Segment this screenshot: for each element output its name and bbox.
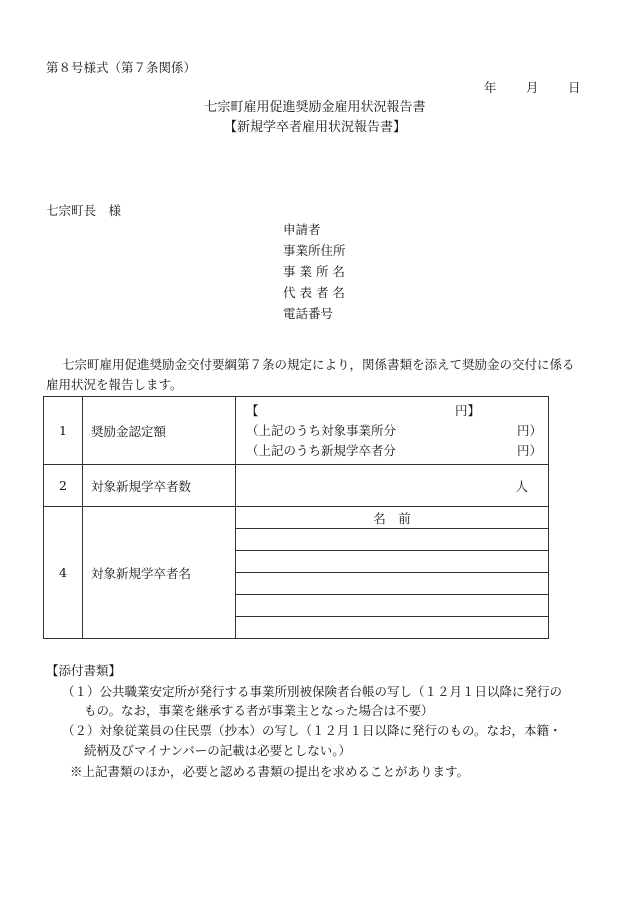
form-number: 第８号様式（第７条関係） xyxy=(46,60,197,75)
applicant-heading: 申請者 xyxy=(283,222,321,237)
name-entry-4[interactable] xyxy=(236,595,548,617)
attachment-item-1: （１）公共職業安定所が発行する事業所別被保険者台帳の写し（１２月１日以降に発行の xyxy=(62,684,563,699)
date-day: 日 xyxy=(568,80,581,95)
amount-graduate-line xyxy=(246,441,548,461)
attachments-note: ※上記書類のほか，必要と認める書類の提出を求めることがあります。 xyxy=(70,764,470,779)
graduate-count-cell[interactable] xyxy=(236,465,549,507)
name-header: 名 前 xyxy=(236,507,548,529)
date-line xyxy=(484,80,581,95)
amount-graduate-label: （上記のうち新規学卒者分 xyxy=(246,442,397,458)
award-amount-cell[interactable] xyxy=(236,397,549,465)
date-month: 月 xyxy=(526,80,539,95)
row-graduate-names xyxy=(44,507,549,639)
applicant-name-label: 事 業 所 名 xyxy=(283,264,345,279)
attachment-item-1-cont: もの。なお，事業を継承する者が事業主となった場合は不要） xyxy=(84,703,434,718)
row-award-amount xyxy=(44,397,549,465)
attachment-item-2-cont: 続柄及びマイナンバーの記載は必要としない。） xyxy=(84,743,352,758)
name-entry-1[interactable] xyxy=(236,529,548,551)
row-label: 対象新規学卒者数 xyxy=(83,465,236,507)
names-grid xyxy=(236,507,548,638)
row-number: 1 xyxy=(44,397,83,465)
body-text: 七宗町雇用促進奨励金交付要綱第７条の規定により，関係書類を添えて奨励金の交付に係る雇用状況を報告します。 xyxy=(46,357,575,392)
applicant-address-label: 事業所住所 xyxy=(283,243,346,258)
name-entry-2[interactable] xyxy=(236,551,548,573)
row-number: 2 xyxy=(44,465,83,507)
applicant-phone-label: 電話番号 xyxy=(283,306,334,321)
amount-total-line xyxy=(246,401,548,421)
amount-establishment-line xyxy=(246,421,548,441)
name-entry-3[interactable] xyxy=(236,573,548,595)
row-label: 奨励金認定額 xyxy=(83,397,236,465)
date-year: 年 xyxy=(484,80,497,95)
name-entry-5[interactable] xyxy=(236,617,548,639)
row-label: 対象新規学卒者名 xyxy=(83,507,236,639)
document-title: 七宗町雇用促進奨励金雇用状況報告書 xyxy=(204,100,426,115)
addressee: 七宗町長 様 xyxy=(46,203,122,218)
row-graduate-count xyxy=(44,465,549,507)
amount-graduate-unit: 円） xyxy=(516,442,542,458)
attachment-item-2: （２）対象従業員の住民票（抄本）の写し（１２月１日以降に発行のもの。なお，本籍・ xyxy=(62,723,562,738)
document-subtitle: 【新規学卒者雇用状況報告書】 xyxy=(223,120,406,135)
amount-establishment-unit: 円） xyxy=(516,422,542,438)
graduate-names-cell xyxy=(236,507,549,639)
bracket-open: 【 xyxy=(246,402,259,418)
attachments-heading: 【添付書類】 xyxy=(46,663,122,678)
amount-total-unit: 円】 xyxy=(454,402,480,418)
count-unit: 人 xyxy=(515,478,528,494)
row-number: 4 xyxy=(44,507,83,639)
applicant-rep-label: 代 表 者 名 xyxy=(283,285,345,300)
amount-establishment-label: （上記のうち対象事業所分 xyxy=(246,422,397,438)
report-table xyxy=(43,396,549,639)
